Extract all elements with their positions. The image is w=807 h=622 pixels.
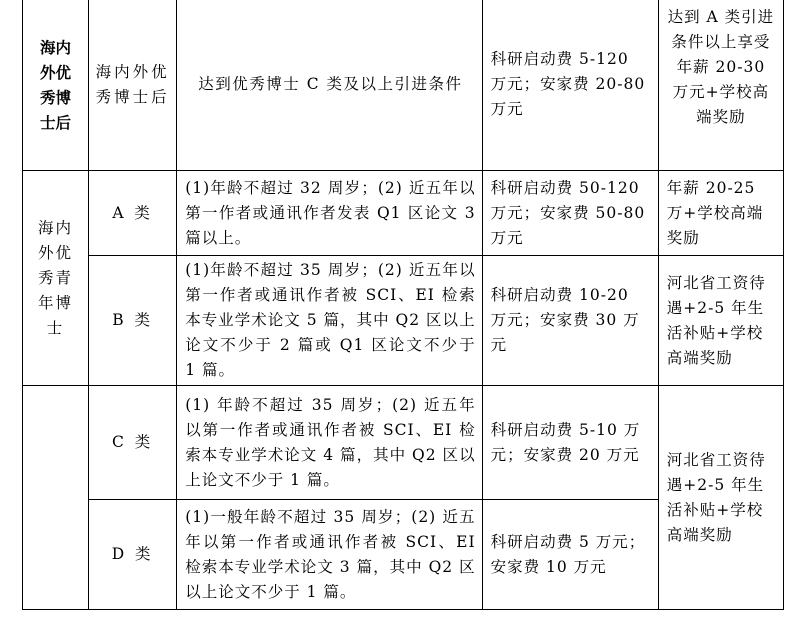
treatment-cell bbox=[658, 0, 783, 171]
table-row-class-b bbox=[23, 256, 784, 386]
subcategory-cell bbox=[89, 500, 177, 610]
category-cell bbox=[23, 171, 89, 386]
funding-text: 科研启动费 5 万元；安家费 10 万元 bbox=[490, 532, 646, 576]
treatment-text: 河北省工资待遇+2-5 年生活补贴+学校高端奖励 bbox=[666, 450, 766, 544]
subcategory-label: 海内外优秀博士后 bbox=[95, 62, 170, 106]
table-row-class-a bbox=[23, 171, 784, 256]
subcategory-label: C 类 bbox=[111, 433, 154, 451]
conditions-cell bbox=[177, 256, 482, 386]
table-row-postdoc bbox=[23, 0, 784, 171]
subcategory-label: D 类 bbox=[111, 545, 154, 563]
funding-cell bbox=[482, 256, 658, 386]
conditions-text: (1) 年龄不超过 35 周岁；(2) 近五年以第一作者或通讯作者被 SCI、EI 检索本专业学术论文 4 篇，其中 Q2 区以上论文不少于 1 篇。 bbox=[185, 395, 476, 489]
funding-text: 科研启动费 5-10 万元；安家费 20 万元 bbox=[490, 420, 641, 464]
conditions-text: (1)年龄不超过 32 周岁；(2) 近五年以第一作者或通讯作者发表 Q1 区论文 3 篇以上。 bbox=[185, 178, 476, 247]
funding-text: 科研启动费 10-20 万元；安家费 30 万元 bbox=[490, 286, 640, 354]
funding-cell bbox=[482, 0, 658, 171]
conditions-cell bbox=[177, 500, 482, 610]
conditions-cell bbox=[177, 171, 482, 256]
category-label: 海内外优秀青年博士 bbox=[38, 218, 74, 337]
subcategory-cell bbox=[89, 256, 177, 386]
subcategory-label: B 类 bbox=[112, 311, 154, 329]
talent-policy-table bbox=[22, 0, 784, 610]
subcategory-cell bbox=[89, 171, 177, 256]
conditions-cell bbox=[177, 386, 482, 500]
treatment-cell bbox=[658, 256, 783, 386]
conditions-text: 达到优秀博士 C 类及以上引进条件 bbox=[198, 75, 463, 93]
conditions-text: (1)一般年龄不超过 35 周岁；(2) 近五年以第一作者或通讯作者被 SCI、EI 检索本专业学术论文 3 篇，其中 Q2 区以上论文不少于 1 篇。 bbox=[185, 507, 476, 601]
treatment-text: 达到 A 类引进条件以上享受年薪 20-30 万元+学校高端奖励 bbox=[667, 8, 775, 126]
funding-cell bbox=[482, 171, 658, 256]
funding-text: 科研启动费 50-120 万元；安家费 50-80 万元 bbox=[490, 178, 646, 247]
funding-cell bbox=[482, 500, 658, 610]
category-cell-continued bbox=[23, 386, 89, 610]
conditions-text: (1)年龄不超过 35 周岁；(2) 近五年以第一作者或通讯作者被 SCI、EI 检索本专业学术论文 5 篇，其中 Q2 区以上论文不少于 2 篇或 Q1 区论文不少于 1 篇。 bbox=[185, 261, 476, 379]
treatment-text: 年薪 20-25 万+学校高端奖励 bbox=[666, 178, 764, 247]
funding-text: 科研启动费 5-120 万元；安家费 20-80 万元 bbox=[490, 50, 646, 118]
category-label: 海内外优秀博士后 bbox=[40, 37, 72, 132]
treatment-cell bbox=[658, 171, 783, 256]
table-row-class-c bbox=[23, 386, 784, 500]
conditions-cell bbox=[177, 0, 482, 171]
subcategory-cell bbox=[89, 386, 177, 500]
subcategory-cell bbox=[89, 0, 177, 171]
treatment-text: 河北省工资待遇+2-5 年生活补贴+学校高端奖励 bbox=[666, 273, 766, 367]
subcategory-label: A 类 bbox=[112, 203, 153, 222]
funding-cell bbox=[482, 386, 658, 500]
category-cell bbox=[23, 0, 89, 171]
treatment-cell bbox=[658, 386, 783, 610]
